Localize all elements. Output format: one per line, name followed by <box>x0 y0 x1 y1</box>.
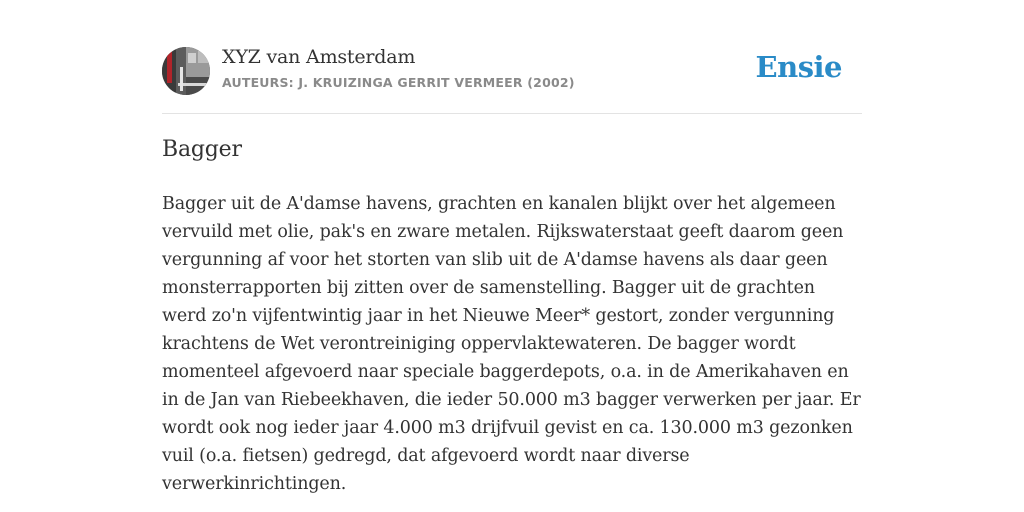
entry-definition: Bagger uit de A'damse havens, grachten en kanalen blijkt over het algemeen vervuild met olie, pak's en zware metalen. Rijkswaterstaat geeft daarom geen vergunning af voor het storten van slib uit de A'damse havens als daar geen monsterrapporten bij zitten over de samenstelling. Bagger uit de grachten werd zo'n vijfentwintig jaar in het Nieuwe Meer* gestort, zonder vergunning krachtens de Wet verontreiniging oppervlaktewateren. De bagger wordt momenteel afgevoerd naar speciale baggerdepots, o.a. in de Amerikahaven en in de Jan van Riebeekhaven, die ieder 50.000 m3 bagger verwerken per jaar. Er wordt ook nog ieder jaar 4.000 m3 drijfvuil gevist en ca. 130.000 m3 gezonken vuil (o.a. fietsen) gedregd, dat afgevoerd wordt naar diverse verwerkinrichtingen. <box>162 194 861 494</box>
source-avatar[interactable] <box>162 47 210 95</box>
ensie-logo[interactable]: Ensie <box>755 50 842 84</box>
source-authors: AUTEURS: J. KRUIZINGA GERRIT VERMEER (2002) <box>222 75 575 90</box>
source-header <box>162 46 862 96</box>
book-cover-icon <box>162 47 210 95</box>
header-divider <box>162 113 862 114</box>
entry-term: Bagger <box>162 137 242 162</box>
source-title[interactable]: XYZ van Amsterdam <box>222 46 416 68</box>
